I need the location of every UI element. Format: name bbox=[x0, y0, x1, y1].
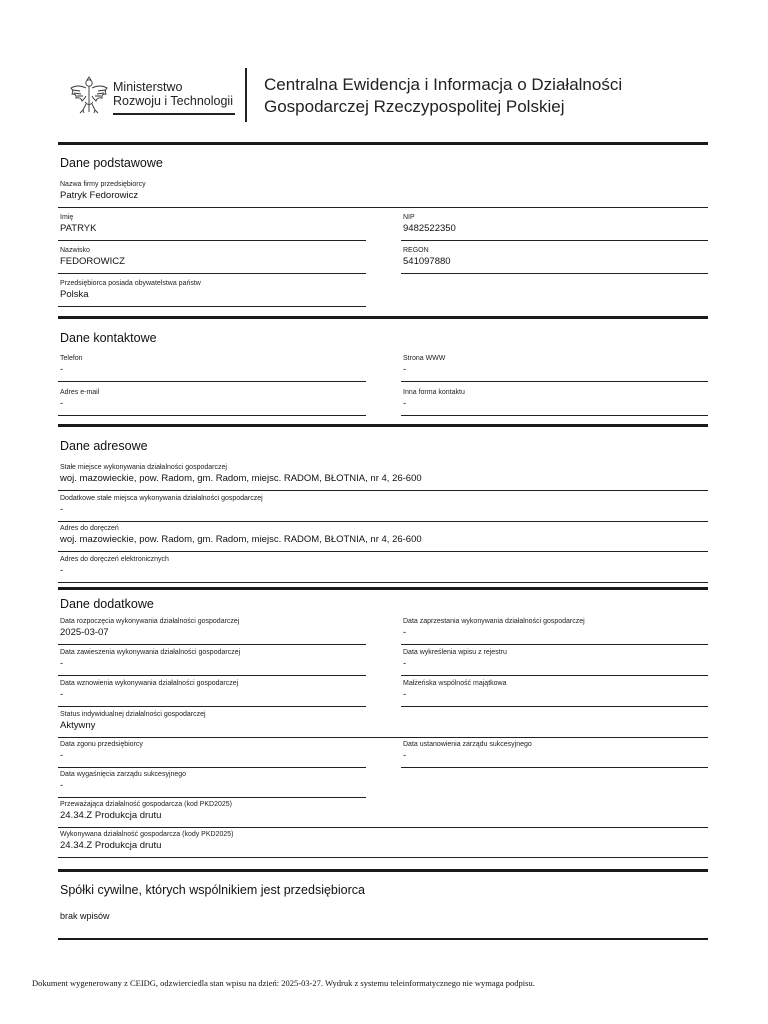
ministry-name-line2: Rozwoju i Technologii bbox=[113, 94, 233, 108]
field-label: REGON bbox=[403, 247, 429, 254]
field-label: Adres do doręczeń elektronicznych bbox=[60, 556, 169, 563]
field-label: Nazwa firmy przedsiębiorcy bbox=[60, 181, 146, 188]
section-rule bbox=[58, 587, 708, 590]
field-value: 2025-03-07 bbox=[60, 627, 109, 638]
section-title-address: Dane adresowe bbox=[60, 439, 148, 453]
field-main-address bbox=[58, 464, 708, 491]
polish-eagle-emblem-icon bbox=[68, 74, 110, 116]
field-value: - bbox=[403, 364, 407, 375]
field-value: - bbox=[403, 398, 407, 409]
field-succession-start bbox=[401, 741, 708, 768]
field-label: Stałe miejsce wykonywania działalności gospodarczej bbox=[60, 464, 227, 471]
field-label: Przeważająca działalność gospodarcza (kod PKD2025) bbox=[60, 801, 232, 808]
field-label: Małżeńska wspólność majątkowa bbox=[403, 680, 507, 687]
field-value: 24.34.Z Produkcja drutu bbox=[60, 840, 162, 851]
field-email bbox=[58, 389, 366, 416]
field-start-date bbox=[58, 618, 366, 645]
document-title-line2: Gospodarczej Rzeczypospolitej Polskiej bbox=[264, 97, 565, 116]
header-divider bbox=[245, 68, 247, 122]
field-value: 9482522350 bbox=[403, 223, 456, 234]
field-value: - bbox=[60, 398, 64, 409]
field-other-contact bbox=[401, 389, 708, 416]
field-value: 24.34.Z Produkcja drutu bbox=[60, 810, 162, 821]
field-label: Status indywidualnej działalności gospodarczej bbox=[60, 711, 206, 718]
field-pkd-main bbox=[58, 801, 708, 828]
field-label: Adres do doręczeń bbox=[60, 525, 119, 532]
field-value: - bbox=[403, 689, 407, 700]
section-rule bbox=[58, 424, 708, 427]
field-delete-date bbox=[401, 649, 708, 676]
field-label: Data zawieszenia wykonywania działalności gospodarczej bbox=[60, 649, 241, 656]
field-value: 541097880 bbox=[403, 256, 451, 267]
section-rule bbox=[58, 316, 708, 319]
section-rule bbox=[58, 938, 708, 940]
field-label: Adres e-mail bbox=[60, 389, 100, 396]
field-value: FEDOROWICZ bbox=[60, 256, 125, 267]
field-value: Aktywny bbox=[60, 720, 96, 731]
partnerships-value: brak wpisów bbox=[60, 911, 110, 921]
field-nip bbox=[401, 214, 708, 241]
field-value: woj. mazowieckie, pow. Radom, gm. Radom, miejsc. RADOM, BŁOTNIA, nr 4, 26-600 bbox=[60, 534, 422, 545]
field-end-date bbox=[401, 618, 708, 645]
field-label: Data rozpoczęcia wykonywania działalności gospodarczej bbox=[60, 618, 240, 625]
field-resume-date bbox=[58, 680, 366, 707]
field-value: - bbox=[403, 658, 407, 669]
section-rule bbox=[58, 142, 708, 145]
field-label: Wykonywana działalność gospodarcza (kody PKD2025) bbox=[60, 831, 234, 838]
field-value: - bbox=[403, 750, 407, 761]
field-label: Data wygaśnięcia zarządu sukcesyjnego bbox=[60, 771, 187, 778]
field-pkd-all bbox=[58, 831, 708, 858]
field-value: - bbox=[60, 565, 64, 576]
field-additional-address bbox=[58, 495, 708, 522]
field-suspend-date bbox=[58, 649, 366, 676]
section-rule bbox=[58, 869, 708, 872]
section-title-partnerships: Spółki cywilne, których wspólnikiem jest przedsiębiorca bbox=[60, 883, 365, 897]
document-title bbox=[264, 74, 622, 118]
field-value: PATRYK bbox=[60, 223, 97, 234]
field-label: Inna forma kontaktu bbox=[403, 389, 465, 396]
field-label: Data wznowienia wykonywania działalności gospodarczej bbox=[60, 680, 239, 687]
field-value: Patryk Fedorowicz bbox=[60, 190, 139, 201]
field-regon bbox=[401, 247, 708, 274]
field-marital-property bbox=[401, 680, 708, 707]
document-title-line1: Centralna Ewidencja i Informacja o Działalności bbox=[264, 75, 623, 94]
field-value: - bbox=[60, 364, 64, 375]
field-label: Imię bbox=[60, 214, 74, 221]
field-label: Data zaprzestania wykonywania działalności gospodarczej bbox=[403, 618, 585, 625]
field-value: - bbox=[60, 689, 64, 700]
ministry-name-line1: Ministerstwo bbox=[113, 80, 183, 94]
field-delivery-address bbox=[58, 525, 708, 552]
section-title-contact: Dane kontaktowe bbox=[60, 331, 157, 345]
field-citizenship bbox=[58, 280, 366, 307]
section-title-additional: Dane dodatkowe bbox=[60, 597, 154, 611]
field-label: Przedsiębiorca posiada obywatelstwa państw bbox=[60, 280, 201, 287]
field-phone bbox=[58, 355, 366, 382]
field-death-date bbox=[58, 741, 366, 768]
field-label: Telefon bbox=[60, 355, 83, 362]
field-label: Data zgonu przedsiębiorcy bbox=[60, 741, 143, 748]
field-value: - bbox=[403, 627, 407, 638]
field-label: NIP bbox=[403, 214, 415, 221]
field-label: Strona WWW bbox=[403, 355, 446, 362]
field-value: - bbox=[60, 504, 64, 515]
field-status bbox=[58, 711, 708, 738]
field-www bbox=[401, 355, 708, 382]
field-value: Polska bbox=[60, 289, 89, 300]
section-title-basic: Dane podstawowe bbox=[60, 156, 163, 170]
field-label: Dodatkowe stałe miejsca wykonywania działalności gospodarczej bbox=[60, 495, 263, 502]
field-value: woj. mazowieckie, pow. Radom, gm. Radom, miejsc. RADOM, BŁOTNIA, nr 4, 26-600 bbox=[60, 473, 422, 484]
field-value: - bbox=[60, 780, 64, 791]
field-edelivery-address bbox=[58, 556, 708, 583]
field-succession-end bbox=[58, 771, 366, 798]
field-label: Data wykreślenia wpisu z rejestru bbox=[403, 649, 507, 656]
field-value: - bbox=[60, 750, 64, 761]
ministry-underline bbox=[113, 113, 235, 115]
ministry-name bbox=[113, 80, 233, 108]
field-label: Data ustanowienia zarządu sukcesyjnego bbox=[403, 741, 532, 748]
field-value: - bbox=[60, 658, 64, 669]
field-label: Nazwisko bbox=[60, 247, 90, 254]
field-company-name bbox=[58, 181, 708, 208]
field-last-name bbox=[58, 247, 366, 274]
field-first-name bbox=[58, 214, 366, 241]
document-footer-note: Dokument wygenerowany z CEIDG, odzwierciedla stan wpisu na dzień: 2025-03-27. Wydruk z systemu teleinformatycznego nie wymaga podpisu. bbox=[32, 978, 535, 988]
